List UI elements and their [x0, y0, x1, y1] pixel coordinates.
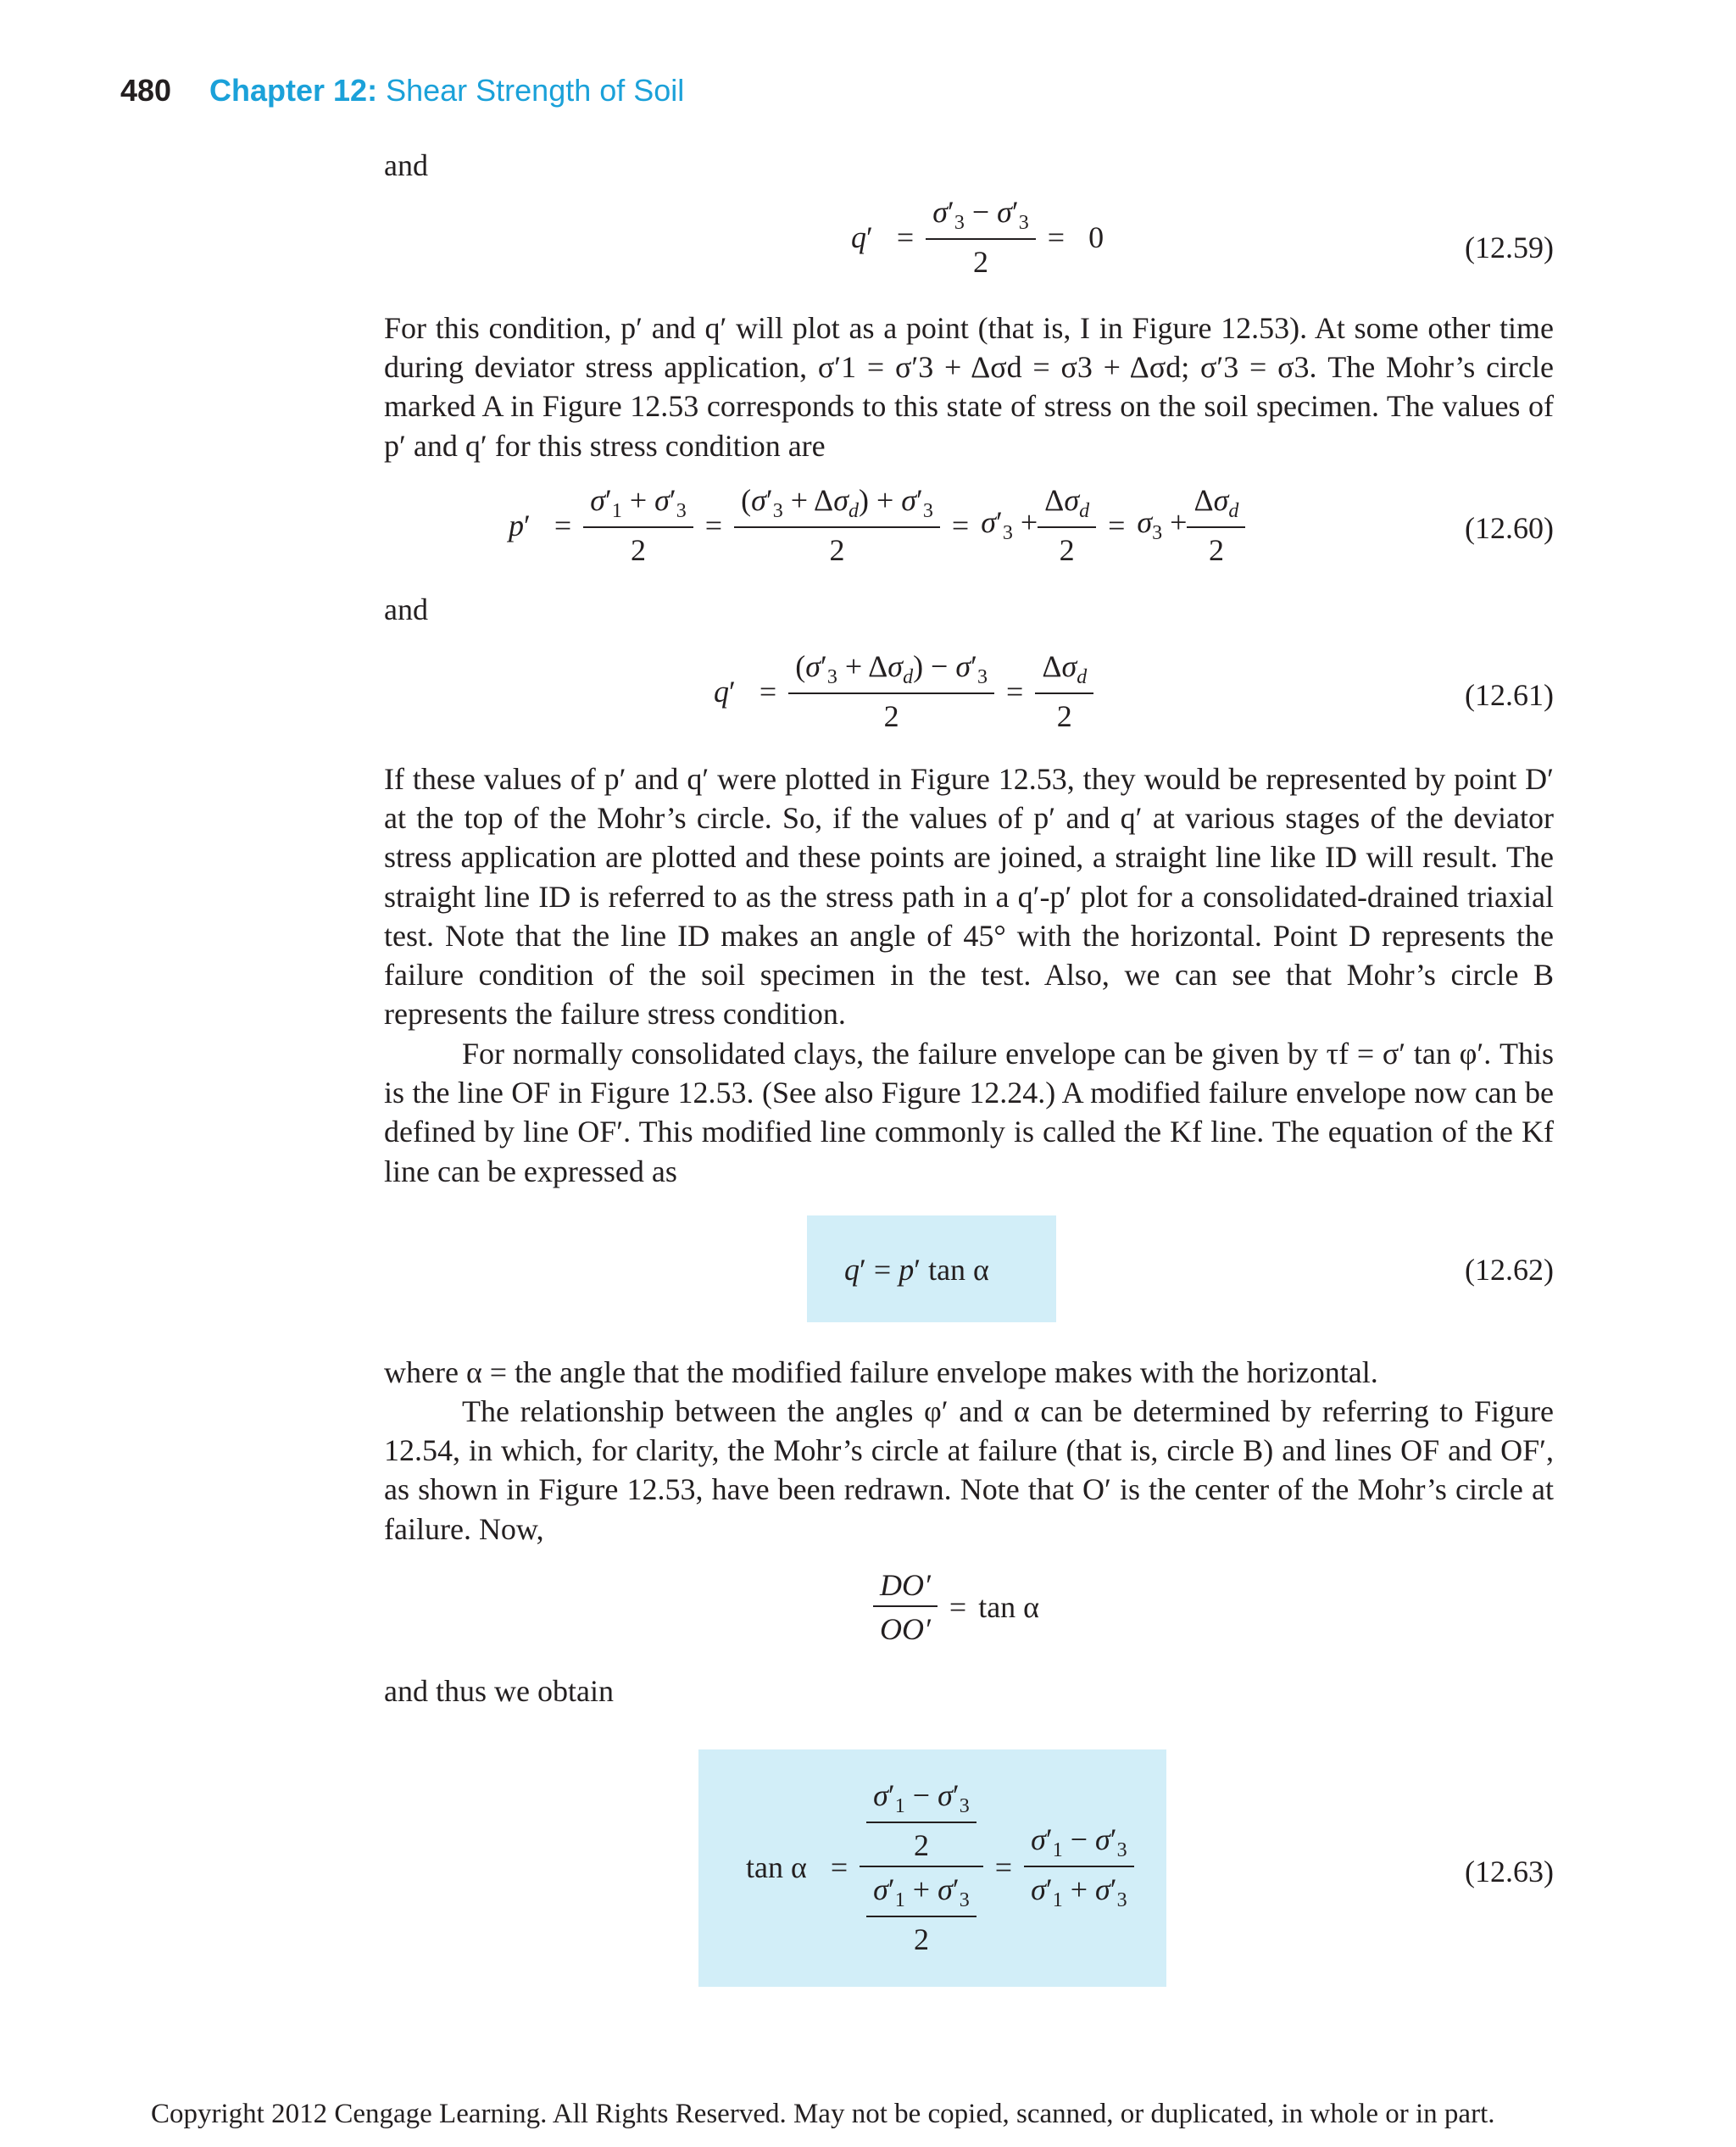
- equation-12-59: q′ = $\frac{\sigma'_3 - \sigma'_3}{2}$ = 0: [851, 195, 1104, 280]
- text-and-2: and: [384, 592, 428, 626]
- paragraph-4: where α = the angle that the modified failure envelope makes with the horizontal.: [384, 1355, 1378, 1389]
- paragraph-5: The relationship between the angles φ′ and α can be determined by referring to Figure 12.54, in which, for clarity, the Mohr’s circle at failure (that is, circle B) and lines OF and OF′, as shown in Figure 12.53, have been redrawn. Note that O′ is the center of the Mohr’s circle at failure. Now,: [384, 1394, 1554, 1546]
- equation-number-12-59: (12.59): [1465, 231, 1554, 264]
- equation-12-63: tan α = $\frac{\frac{\sigma'_1 - \sigma'_3}{2}}{\frac{\sigma'_1 + \sigma'_3}{2}}$ = $\frac{\sigma'_1 - \sigma'_3}{\sigma'_1 + \sigma'_3}$: [734, 1780, 1134, 1955]
- paragraph-2: If these values of p′ and q′ were plotted in Figure 12.53, they would be represented by point D′ at the top of the Mohr’s circle. So, if the values of p′ and q′ at various stages of the deviator stress application are plotted and these points are joined, a straight line like ID will result. The straight line ID is referred to as the stress path in a q′-p′ plot for a consolidated-drained triaxial test. Note that the line ID makes an angle of 45° with the horizontal. Point D represents the failure condition of the soil specimen in the test. Also, we can see that Mohr’s circle B represents the failure stress condition.: [384, 762, 1554, 1032]
- equation-number-12-60: (12.60): [1465, 511, 1554, 545]
- equation-number-12-62: (12.62): [1465, 1253, 1554, 1287]
- equation-number-12-61: (12.61): [1465, 678, 1554, 712]
- chapter-title: Shear Strength of Soil: [386, 73, 685, 108]
- equation-12-61: q′ = $\frac{(\sigma'_3 + \Delta\sigma_d) - \sigma'_3}{2}$ = $\frac{\Delta\sigma_d}{2}$: [702, 651, 1093, 731]
- paragraph-3: For normally consolidated clays, the failure envelope can be given by τf = σ′ tan φ′. This is the line OF in Figure 12.53. (See also Figure 12.24.) A modified failure envelope now can be defined by line OF′. This modified line commonly is called the Kf line. The equation of the Kf line can be expressed as: [384, 1037, 1554, 1188]
- equation-12-60: p′ = $\frac{\sigma'_1 + \sigma'_3}{2}$ = $\frac{(\sigma'_3 + \Delta\sigma_d) + \sigma'_3}{2}$ = $\sigma'_3$ + $\frac{\Delta\sigma_d}{2}$ = $\sigma_3$ + $\frac{\Delta\sigma_d}{2}$: [497, 485, 1245, 565]
- chapter-label: Chapter 12:: [209, 73, 378, 108]
- paragraph-1: For this condition, p′ and q′ will plot as a point (that is, I in Figure 12.53). At some other time during deviator stress application, σ′1 = σ′3 + Δσd = σ3 + Δσd; σ′3 = σ3. The Mohr’s circle marked A in Figure 12.53 corresponds to this state of stress on the soil specimen. The values of p′ and q′ for this stress condition are: [384, 311, 1554, 463]
- text-and-thus: and thus we obtain: [384, 1674, 614, 1708]
- chapter-heading: [209, 73, 684, 108]
- equation-do-oo: $\frac{DO'}{OO'}$ = tan α: [873, 1570, 1039, 1644]
- equation-12-62: q′ = p′ tan α: [844, 1253, 989, 1287]
- copyright-footer: Copyright 2012 Cengage Learning. All Rights Reserved. May not be copied, scanned, or duplicated, in whole or in part.: [151, 2099, 1495, 2129]
- equation-number-12-63: (12.63): [1465, 1855, 1554, 1888]
- text-and-1: and: [384, 148, 428, 182]
- page-number: 480: [120, 73, 172, 108]
